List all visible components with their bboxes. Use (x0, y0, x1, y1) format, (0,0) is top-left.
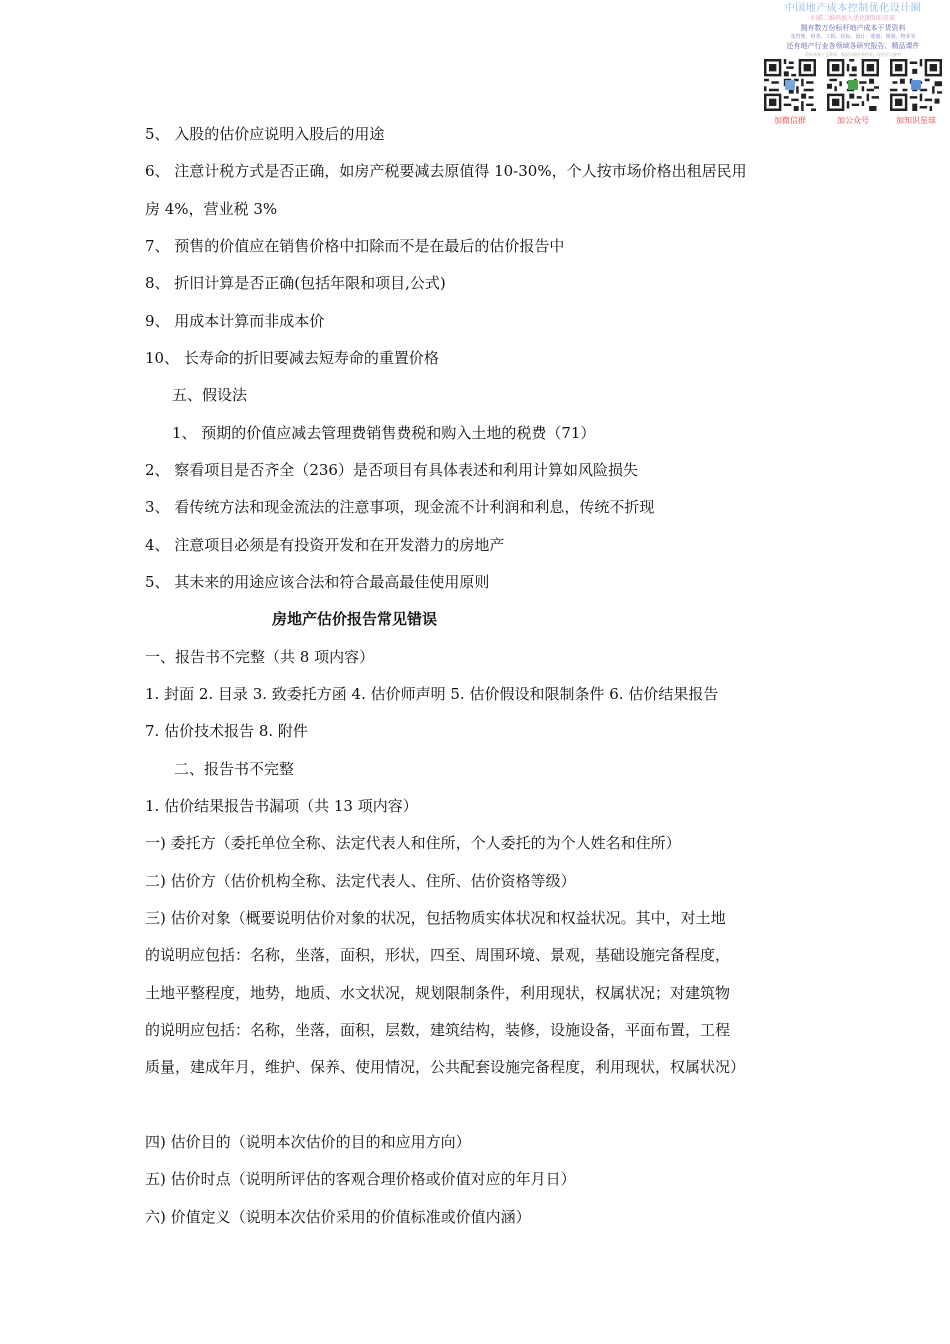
section-heading: 一、报告书不完整（共 8 项内容） (145, 648, 375, 666)
text-line: 的说明应包括：名称，坐落，面积，形状，四至、周围环境、景观，基础设施完备程度， (145, 946, 731, 964)
text-line: 3、 看传统方法和现金流法的注意事项，现金流不计利润和利息，传统不折现 (145, 498, 655, 516)
text-line: 6、 注意计税方式是否正确，如房产税要减去原值得 10-30%，个人按市场价格出租居民用 (145, 162, 747, 180)
text-line: 10、 长寿命的折旧要减去短寿命的重置价格 (145, 349, 439, 367)
text-line: 三) 估价对象（概要说明估价对象的状况，包括物质实体状况和权益状况。其中，对土地 (145, 909, 726, 927)
ad-title: 中国地产成本控制优化设计圈 (784, 3, 922, 14)
text-line: 五) 估价时点（说明所评估的客观合理价格或价值对应的年月日） (145, 1170, 576, 1188)
text-line: 7、 预售的价值应在销售价格中扣除而不是在最后的估价报告中 (145, 237, 565, 255)
text-line: 1. 估价结果报告书漏项（共 13 项内容） (145, 797, 418, 815)
qr-code-knowledge-planet-icon[interactable] (890, 59, 942, 111)
text-line: 1. 封面 2. 目录 3. 致委托方函 4. 估价师声明 5. 估价假设和限制条件 6. 估价结果报告 (145, 685, 719, 703)
text-line: 9、 用成本计算而非成本价 (145, 312, 325, 330)
text-line: 二) 估价方（估价机构全称、法定代表人、住所、估价资格等级） (145, 872, 576, 890)
text-line: 的说明应包括：名称，坐落，面积，层数，建筑结构，装修，设施设备，平面布置，工程 (145, 1021, 731, 1039)
ad-line-1: 扫描二维码加入优化圈知识星球 (810, 15, 895, 22)
ad-line-5: 资料来源于互联网，版权归原作者所有，仅供学习参考 (805, 52, 901, 57)
section-heading: 五、假设法 (172, 386, 248, 404)
text-line: 土地平整程度，地势，地质、水文状况，规划限制条件，利用现状，权属状况；对建筑物 (145, 984, 731, 1002)
qr-label-knowledge-planet: 加知识星球 (896, 116, 936, 125)
text-line: 7. 估价技术报告 8. 附件 (145, 722, 308, 740)
text-line: 8、 折旧计算是否正确(包括年限和项目,公式) (145, 274, 446, 292)
text-line: 六) 价值定义（说明本次估价采用的价值标准或价值内涵） (145, 1208, 531, 1226)
qr-label-wechat-group: 加微信群 (774, 116, 806, 125)
header-ad (762, 2, 944, 130)
text-line: 2、 察看项目是否齐全（236）是否项目有具体表述和利用计算如风险损失 (145, 461, 638, 479)
ad-line-4: 还有地产行业各领域各研究报告、精品课件 (786, 42, 920, 50)
ad-line-3: 及管理、财务、工程、招标、设计、策划、规划、物业等 (790, 34, 916, 40)
text-line: 四) 估价目的（说明本次估价的目的和应用方向） (145, 1133, 471, 1151)
text-line: 质量，建成年月，维护、保养、使用情况，公共配套设施完备程度，利用现状，权属状况） (145, 1058, 746, 1076)
qr-code-wechat-group-icon[interactable] (764, 59, 816, 111)
ad-line-2: 拥有数万份标杆地产成本干货资料 (800, 24, 906, 32)
text-line: 1、 预期的价值应减去管理费销售费税和购入土地的税费（71） (172, 424, 596, 442)
text-line: 4、 注意项目必须是有投资开发和在开发潜力的房地产 (145, 536, 505, 554)
text-line: 5、 其未来的用途应该合法和符合最高最佳使用原则 (145, 573, 490, 591)
qr-label-official-account: 加公众号 (837, 116, 869, 125)
text-line: 5、 入股的估价应说明入股后的用途 (145, 125, 385, 143)
text-line: 一) 委托方（委托单位全称、法定代表人和住所，个人委托的为个人姓名和住所） (145, 834, 681, 852)
qr-code-official-account-icon[interactable] (827, 59, 879, 111)
text-line: 房 4%，营业税 3% (145, 200, 278, 218)
document-title: 房地产估价报告常见错误 (272, 610, 438, 628)
section-heading: 二、报告书不完整 (174, 760, 295, 778)
